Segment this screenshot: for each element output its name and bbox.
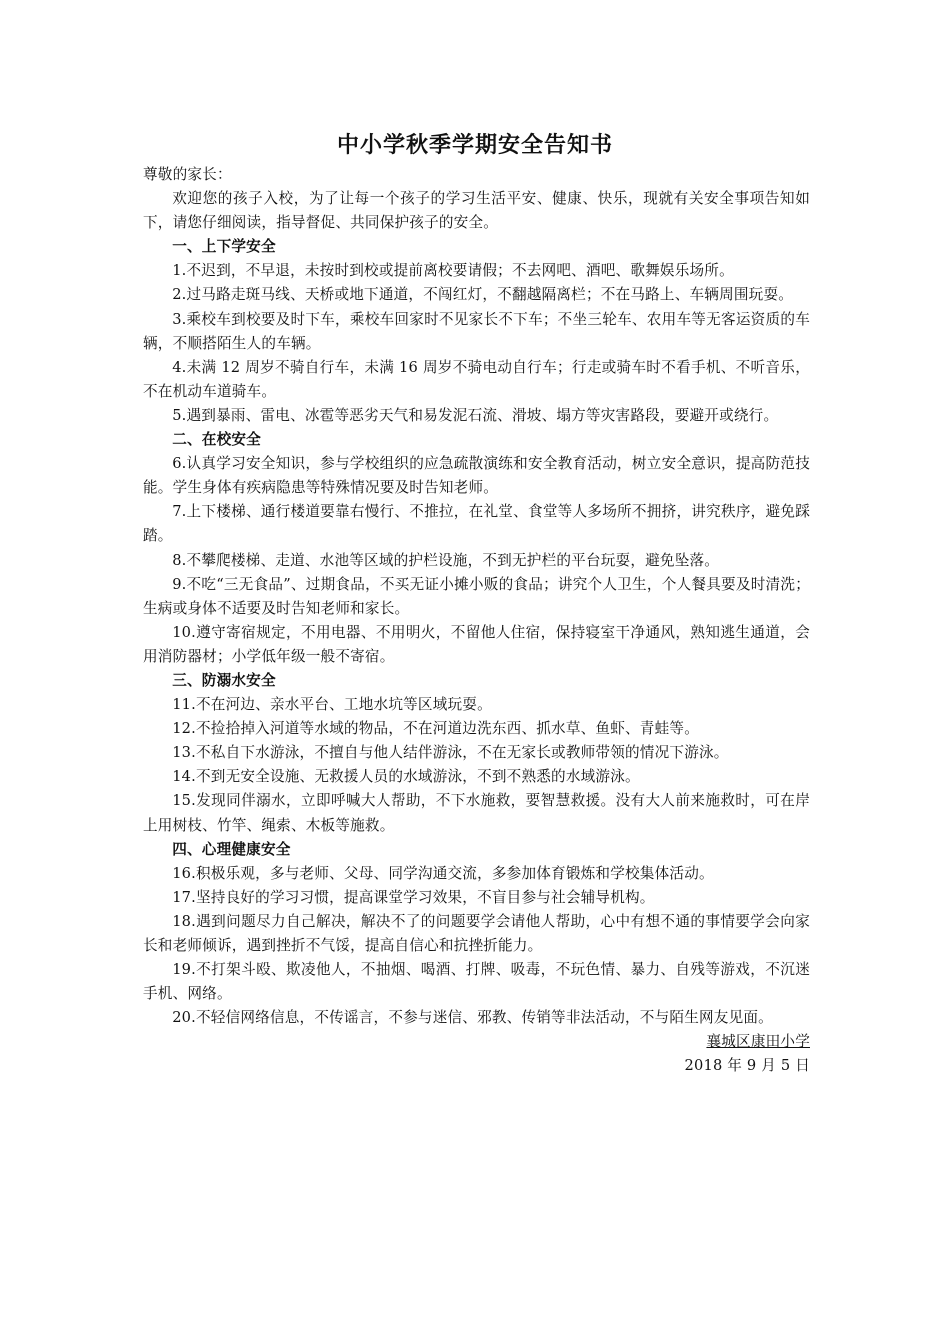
list-item: 19.不打架斗殴、欺凌他人，不抽烟、喝酒、打牌、吸毒，不玩色情、暴力、自残等游戏，不沉迷手机、网络。 xyxy=(143,961,810,1003)
section-heading: 三、防溺水安全 xyxy=(172,671,276,689)
section-heading: 二、在校安全 xyxy=(172,431,261,449)
list-item: 14.不到无安全设施、无救援人员的水域游泳，不到不熟悉的水域游泳。 xyxy=(172,768,640,786)
section-heading: 四、心理健康安全 xyxy=(172,840,291,858)
list-item: 7.上下楼梯、通行楼道要靠右慢行、不推拉，在礼堂、食堂等人多场所不拥挤，讲究秩序，避免踩踏。 xyxy=(143,503,810,545)
list-item: 11.不在河边、亲水平台、工地水坑等区域玩耍。 xyxy=(172,696,492,714)
signature-block xyxy=(143,1030,810,1054)
list-item: 10.遵守寄宿规定，不用电器、不用明火，不留他人住宿，保持寝室干净通风，熟知逃生通道，会用消防器材；小学低年级一般不寄宿。 xyxy=(143,623,810,665)
list-item: 20.不轻信网络信息，不传谣言，不参与迷信、邪教、传销等非法活动，不与陌生网友见面。 xyxy=(172,1009,773,1027)
list-item: 15.发现同伴溺水，立即呼喊大人帮助，不下水施救，要智慧救援。没有大人前来施救时，可在岸上用树枝、竹竿、绳索、木板等施救。 xyxy=(143,792,810,834)
list-item: 3.乘校车到校要及时下车，乘校车回家时不见家长不下车；不坐三轮车、农用车等无客运资质的车辆，不顺搭陌生人的车辆。 xyxy=(143,310,810,352)
section-heading: 一、上下学安全 xyxy=(172,238,276,256)
document-body xyxy=(143,163,810,1079)
list-item: 17.坚持良好的学习习惯，提高课堂学习效果，不盲目参与社会辅导机构。 xyxy=(172,888,655,906)
document-title: 中小学秋季学期安全告知书 xyxy=(336,133,613,158)
list-item: 13.不私自下水游泳，不擅自与他人结伴游泳，不在无家长或教师带领的情况下游泳。 xyxy=(172,744,729,762)
intro-paragraph: 欢迎您的孩子入校，为了让每一个孩子的学习生活平安、健康、快乐，现就有关安全事项告知如下，请您仔细阅读，指导督促、共同保护孩子的安全。 xyxy=(143,190,810,232)
list-item: 18.遇到问题尽力自己解决，解决不了的问题要学会请他人帮助，心中有想不通的事情要学会向家长和老师倾诉，遇到挫折不气馁，提高自信心和抗挫折能力。 xyxy=(143,912,810,954)
list-item: 16.积极乐观，多与老师、父母、同学沟通交流，多参加体育锻炼和学校集体活动。 xyxy=(172,864,714,882)
list-item: 5.遇到暴雨、雷电、冰雹等恶劣天气和易发泥石流、滑坡、塌方等灾害路段，要避开或绕行。 xyxy=(172,406,779,424)
salutation: 尊敬的家长： xyxy=(143,166,232,183)
list-item: 1.不迟到，不早退，未按时到校或提前离校要请假；不去网吧、酒吧、歌舞娱乐场所。 xyxy=(172,262,734,280)
list-item: 4.未满 12 周岁不骑自行车，未满 16 周岁不骑电动自行车；行走或骑车时不看手机、不听音乐，不在机动车道骑车。 xyxy=(143,358,810,400)
list-item: 6.认真学习安全知识，参与学校组织的应急疏散演练和安全教育活动，树立安全意识，提高防范技能。学生身体有疾病隐患等特殊情况要及时告知老师。 xyxy=(143,455,810,497)
list-item: 2.过马路走斑马线、天桥或地下通道，不闯红灯，不翻越隔离栏；不在马路上、车辆周围玩耍。 xyxy=(172,286,794,304)
list-item: 12.不捡拾掉入河道等水域的物品，不在河道边洗东西、抓水草、鱼虾、青蛙等。 xyxy=(172,720,699,738)
signature-org: 襄城区康田小学 xyxy=(706,1033,810,1051)
list-item: 9.不吃“三无食品”、过期食品，不买无证小摊小贩的食品；讲究个人卫生，个人餐具要及时清洗；生病或身体不适要及时告知老师和家长。 xyxy=(143,575,810,617)
signature-date: 2018 年 9 月 5 日 xyxy=(684,1057,810,1075)
list-item: 8.不攀爬楼梯、走道、水池等区域的护栏设施，不到无护栏的平台玩耍，避免坠落。 xyxy=(172,551,720,569)
